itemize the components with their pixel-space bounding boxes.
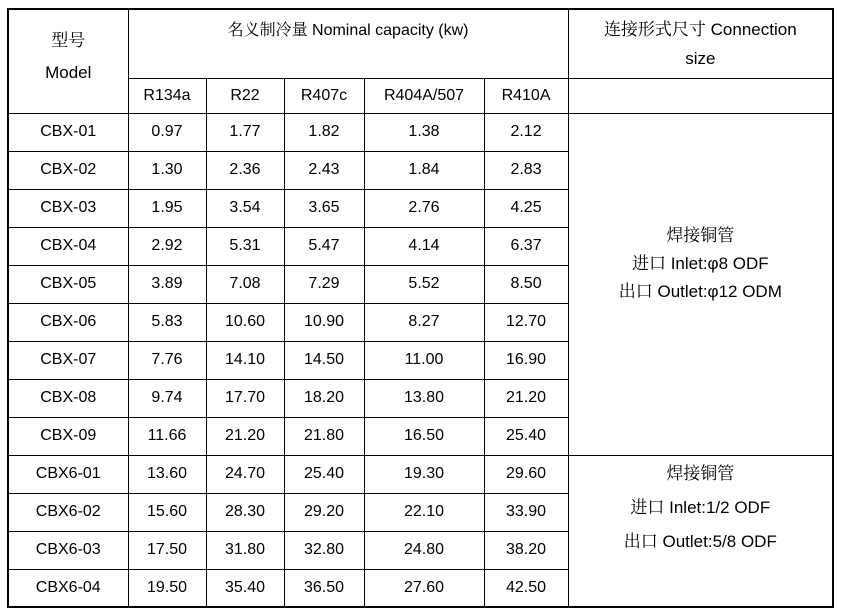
capacity-cell: 18.20 xyxy=(284,379,364,417)
capacity-cell: 3.54 xyxy=(206,189,284,227)
connection-header-line1: 连接形式尺寸 Connection xyxy=(603,19,797,39)
capacity-cell: 2.92 xyxy=(128,227,206,265)
capacity-cell: 1.95 xyxy=(128,189,206,227)
model-cell: CBX-03 xyxy=(8,189,128,227)
model-cell: CBX6-03 xyxy=(8,531,128,569)
model-cell: CBX6-01 xyxy=(8,455,128,493)
refrigerant-header-r404a-507: R404A/507 xyxy=(364,78,484,113)
capacity-cell: 22.10 xyxy=(364,493,484,531)
connection-info-cbx xyxy=(568,113,833,455)
capacity-cell: 42.50 xyxy=(484,569,568,607)
capacity-cell: 5.31 xyxy=(206,227,284,265)
capacity-cell: 25.40 xyxy=(484,417,568,455)
capacity-cell: 32.80 xyxy=(284,531,364,569)
capacity-cell: 14.50 xyxy=(284,341,364,379)
capacity-cell: 3.65 xyxy=(284,189,364,227)
connection-info-cbx6 xyxy=(568,455,833,607)
connection-outlet: 出口 Outlet:5/8 ODF xyxy=(623,532,777,552)
capacity-cell: 27.60 xyxy=(364,569,484,607)
capacity-cell: 7.08 xyxy=(206,265,284,303)
capacity-cell: 21.20 xyxy=(484,379,568,417)
capacity-cell: 33.90 xyxy=(484,493,568,531)
capacity-cell: 9.74 xyxy=(128,379,206,417)
capacity-cell: 5.52 xyxy=(364,265,484,303)
capacity-cell: 21.20 xyxy=(206,417,284,455)
refrigerant-header-r22: R22 xyxy=(206,78,284,113)
capacity-cell: 7.29 xyxy=(284,265,364,303)
capacity-cell: 16.90 xyxy=(484,341,568,379)
model-cell: CBX-08 xyxy=(8,379,128,417)
model-cell: CBX6-04 xyxy=(8,569,128,607)
capacity-cell: 7.76 xyxy=(128,341,206,379)
capacity-cell: 29.20 xyxy=(284,493,364,531)
model-column-header xyxy=(8,9,128,113)
capacity-cell: 10.90 xyxy=(284,303,364,341)
capacity-group-header xyxy=(128,9,568,78)
capacity-cell: 2.83 xyxy=(484,151,568,189)
capacity-cell: 12.70 xyxy=(484,303,568,341)
model-header-cn: 型号 xyxy=(51,31,86,51)
capacity-cell: 3.89 xyxy=(128,265,206,303)
table-row xyxy=(8,113,833,151)
capacity-cell: 17.50 xyxy=(128,531,206,569)
capacity-cell: 21.80 xyxy=(284,417,364,455)
model-cell: CBX-04 xyxy=(8,227,128,265)
capacity-group-header-label: 名义制冷量 Nominal capacity (kw) xyxy=(227,22,469,40)
capacity-cell: 1.30 xyxy=(128,151,206,189)
refrigerant-header-r410a: R410A xyxy=(484,78,568,113)
capacity-cell: 24.80 xyxy=(364,531,484,569)
model-header-en: Model xyxy=(45,63,92,83)
connection-column-header xyxy=(568,9,833,78)
capacity-cell: 14.10 xyxy=(206,341,284,379)
capacity-cell: 35.40 xyxy=(206,569,284,607)
model-cell: CBX-07 xyxy=(8,341,128,379)
capacity-cell: 1.77 xyxy=(206,113,284,151)
refrigerant-header-row xyxy=(8,78,833,113)
model-cell: CBX-05 xyxy=(8,265,128,303)
connection-outlet: 出口 Outlet:φ12 ODM xyxy=(618,282,782,301)
capacity-cell: 2.12 xyxy=(484,113,568,151)
model-cell: CBX6-02 xyxy=(8,493,128,531)
capacity-cell: 6.37 xyxy=(484,227,568,265)
table-row xyxy=(8,455,833,493)
capacity-cell: 4.25 xyxy=(484,189,568,227)
capacity-cell: 17.70 xyxy=(206,379,284,417)
connection-header-line2: size xyxy=(685,48,716,68)
capacity-cell: 10.60 xyxy=(206,303,284,341)
capacity-table xyxy=(7,8,834,608)
capacity-cell: 31.80 xyxy=(206,531,284,569)
capacity-spec-document xyxy=(7,8,834,608)
capacity-cell: 16.50 xyxy=(364,417,484,455)
connection-inlet: 进口 Inlet:φ8 ODF xyxy=(631,254,769,273)
connection-inlet: 进口 Inlet:1/2 ODF xyxy=(630,498,771,518)
capacity-cell: 19.50 xyxy=(128,569,206,607)
capacity-cell: 19.30 xyxy=(364,455,484,493)
capacity-cell: 8.27 xyxy=(364,303,484,341)
capacity-cell: 5.83 xyxy=(128,303,206,341)
model-cell: CBX-09 xyxy=(8,417,128,455)
capacity-cell: 13.80 xyxy=(364,379,484,417)
refrigerant-header-r407c: R407c xyxy=(284,78,364,113)
capacity-cell: 1.82 xyxy=(284,113,364,151)
capacity-cell: 4.14 xyxy=(364,227,484,265)
capacity-cell: 2.36 xyxy=(206,151,284,189)
capacity-cell: 29.60 xyxy=(484,455,568,493)
connection-material: 焊接铜管 xyxy=(666,226,735,245)
model-cell: CBX-01 xyxy=(8,113,128,151)
capacity-cell: 0.97 xyxy=(128,113,206,151)
capacity-cell: 38.20 xyxy=(484,531,568,569)
capacity-cell: 1.38 xyxy=(364,113,484,151)
capacity-cell: 8.50 xyxy=(484,265,568,303)
capacity-cell: 28.30 xyxy=(206,493,284,531)
connection-material: 焊接铜管 xyxy=(666,464,735,484)
capacity-cell: 24.70 xyxy=(206,455,284,493)
capacity-cell: 2.43 xyxy=(284,151,364,189)
connection-subheader-spacer xyxy=(568,78,833,113)
capacity-cell: 25.40 xyxy=(284,455,364,493)
table-header-row xyxy=(8,9,833,78)
model-cell: CBX-02 xyxy=(8,151,128,189)
refrigerant-header-r134a: R134a xyxy=(128,78,206,113)
capacity-cell: 2.76 xyxy=(364,189,484,227)
model-cell: CBX-06 xyxy=(8,303,128,341)
capacity-cell: 11.66 xyxy=(128,417,206,455)
capacity-cell: 36.50 xyxy=(284,569,364,607)
capacity-cell: 13.60 xyxy=(128,455,206,493)
capacity-cell: 11.00 xyxy=(364,341,484,379)
capacity-cell: 15.60 xyxy=(128,493,206,531)
capacity-cell: 1.84 xyxy=(364,151,484,189)
capacity-cell: 5.47 xyxy=(284,227,364,265)
